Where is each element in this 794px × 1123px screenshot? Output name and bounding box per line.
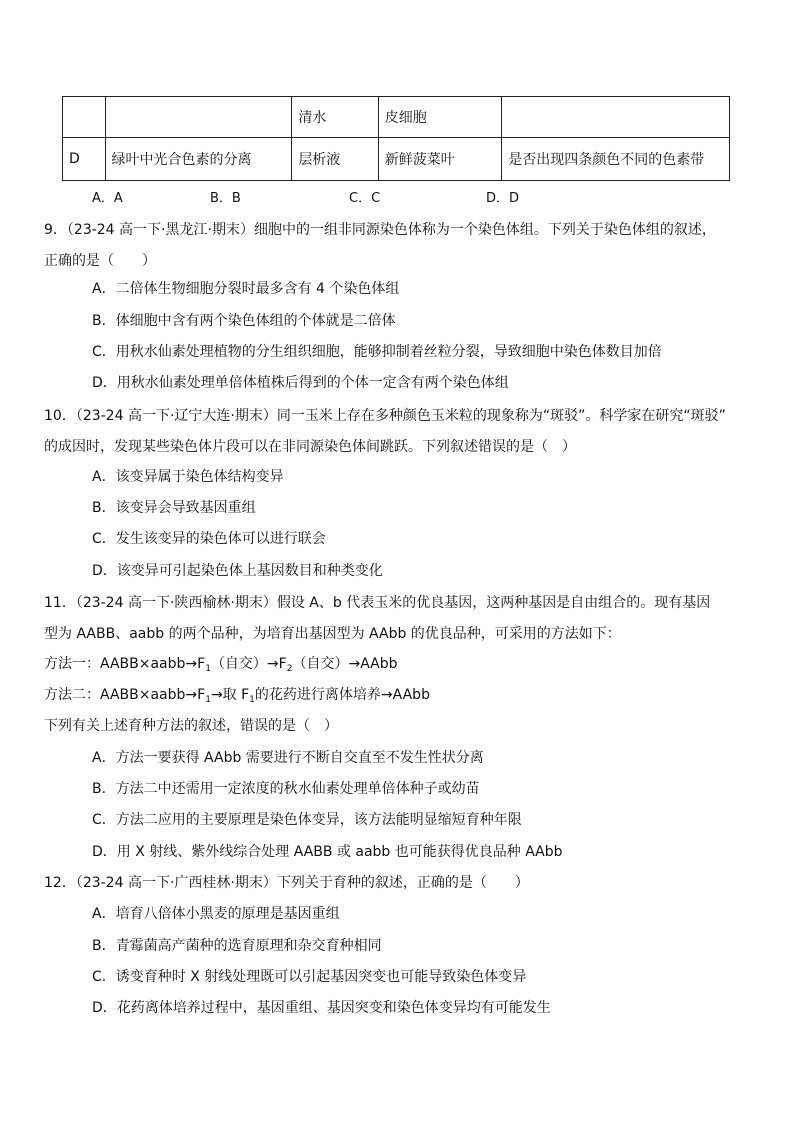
method-one — [44, 654, 398, 679]
option-d: D．用秋水仙素处理单倍体植株后得到的个体一定含有两个染色体组 — [92, 375, 509, 391]
option-d: D．用 X 射线、紫外线综合处理 AABB 或 aabb 也可能获得优良品种 AAbb — [92, 844, 563, 860]
option-b: B．体细胞中含有两个染色体组的个体就是二倍体 — [92, 313, 396, 329]
question-stem: 11．（23-24 高一下·陕西榆林·期末）假设 A、b 代表玉米的优良基因，这两种基因是自由组合的。现有基因 — [44, 595, 711, 611]
experiment-table — [62, 96, 730, 181]
option-b: B．该变异会导致基因重组 — [92, 500, 256, 516]
method-two — [44, 685, 430, 710]
table-cell: 清水 — [292, 97, 378, 138]
question-11 — [44, 588, 744, 650]
subscript: 1 — [205, 695, 211, 705]
subscript: 1 — [205, 664, 211, 674]
method-text: 的花药进行离体培养→AAbb — [254, 687, 430, 703]
option-a: A．该变异属于染色体结构变异 — [92, 469, 284, 485]
method-text: （自交）→AAbb — [292, 656, 398, 672]
table-cell: 绿叶中光合色素的分离 — [105, 138, 292, 181]
question-stem: 型为 AABB、aabb 的两个品种，为培育出基因型为 AAbb 的优良品种，可采用的方法如下： — [44, 626, 621, 642]
option-a: A．培育八倍体小黑麦的原理是基因重组 — [92, 906, 340, 922]
method-text: （自交）→F — [210, 656, 287, 672]
table-cell: 皮细胞 — [378, 97, 501, 138]
table-row — [63, 97, 730, 138]
option-d: D．该变异可引起染色体上基因数目和种类变化 — [92, 563, 383, 579]
option-c: C．方法二应用的主要原理是染色体变异，该方法能明显缩短育种年限 — [92, 812, 522, 828]
option-a: A．A — [92, 191, 123, 206]
table-cell: 层析液 — [292, 138, 378, 181]
question-stem: 9．（23-24 高一下·黑龙江·期末）细胞中的一组非同源染色体称为一个染色体组。下列关于染色体组的叙述， — [44, 222, 716, 238]
table-cell — [502, 97, 730, 138]
option-b: B．青霉菌高产菌种的选育原理和杂交育种相同 — [92, 938, 382, 954]
table-cell — [63, 97, 106, 138]
subscript: 2 — [286, 664, 293, 674]
method-text: →取 F — [210, 687, 250, 703]
option-d: D．花药离体培养过程中，基因重组、基因突变和染色体变异均有可能发生 — [92, 1000, 551, 1016]
option-a: A．方法一要获得 AAbb 需要进行不断自交直至不发生性状分离 — [92, 750, 484, 766]
option-c: C．C — [349, 191, 381, 206]
option-b: B．B — [210, 191, 241, 206]
subscript: 1 — [249, 695, 255, 705]
table-cell: 是否出现四条颜色不同的色素带 — [502, 138, 730, 181]
table-row — [63, 138, 730, 181]
question-stem: 正确的是（ ） — [44, 253, 156, 269]
question-stem: 10．（23-24 高一下·辽宁大连·期末）同一玉米上存在多种颜色玉米粒的现象称为“斑驳”。科学家在研究“斑驳” — [44, 408, 726, 424]
option-b: B．方法二中还需用一定浓度的秋水仙素处理单倍体种子或幼苗 — [92, 781, 480, 797]
question-9 — [44, 215, 744, 277]
option-c: C．发生该变异的染色体可以进行联会 — [92, 531, 326, 547]
question-stem: 的成因时，发现某些染色体片段可以在非同源染色体间跳跃。下列叙述错误的是（ ） — [44, 439, 576, 455]
option-c: C．用秋水仙素处理植物的分生组织细胞，能够抑制着丝粒分裂，导致细胞中染色体数目加倍 — [92, 344, 662, 360]
question-stem: 下列有关上述育种方法的叙述，错误的是（ ） — [44, 718, 338, 734]
option-d: D．D — [486, 191, 520, 206]
question-10 — [44, 401, 744, 463]
method-text: 方法二：AABB×aabb→F — [44, 687, 206, 703]
option-a: A．二倍体生物细胞分裂时最多含有 4 个染色体组 — [92, 281, 400, 297]
table-cell: D — [63, 138, 106, 181]
question-12: 12．（23-24 高一下·广西桂林·期末）下列关于育种的叙述，正确的是（ ） — [44, 875, 529, 891]
table-cell: 新鲜菠菜叶 — [378, 138, 501, 181]
option-c: C．诱变育种时 X 射线处理既可以引起基因突变也可能导致染色体变异 — [92, 969, 527, 985]
method-text: 方法一：AABB×aabb→F — [44, 656, 206, 672]
table-cell — [105, 97, 292, 138]
